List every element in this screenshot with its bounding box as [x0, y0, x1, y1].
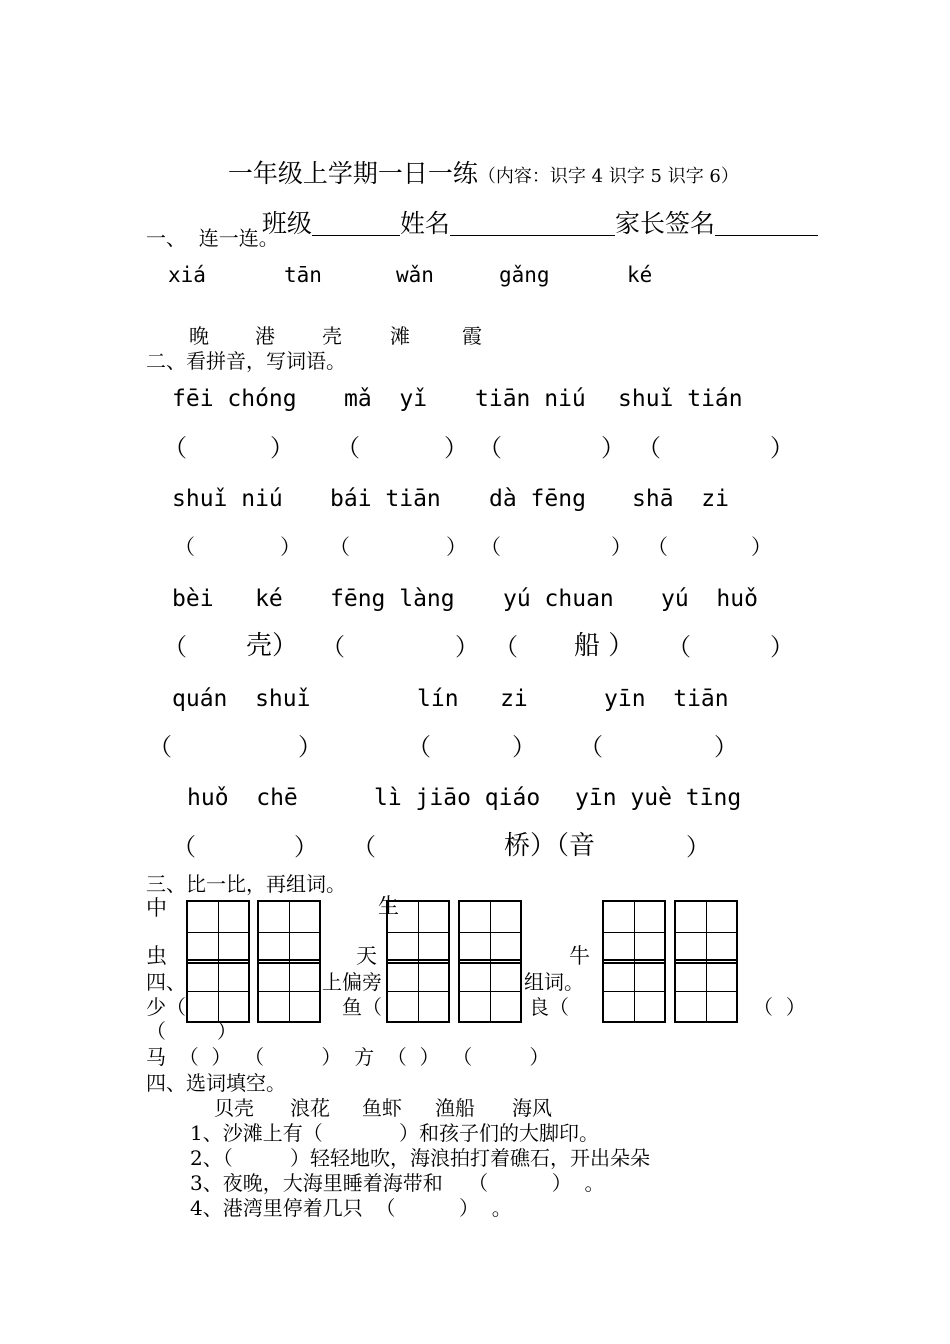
section4a-heading-b: 上偏旁 [322, 970, 382, 994]
character-item[interactable]: 霞 [462, 324, 482, 348]
open-paren: （ [407, 733, 431, 761]
pinyin-word: huǒ chē [187, 785, 298, 811]
writing-grid[interactable] [458, 959, 522, 1023]
open-paren: （ [494, 633, 518, 661]
writing-grid[interactable] [186, 900, 250, 964]
word-prompt: 鱼（ [342, 995, 382, 1019]
compare-char: 生 [378, 894, 399, 918]
section1-heading: 一、 连一连。 [146, 226, 279, 250]
close-paren: ） [298, 733, 322, 761]
word-choice: 海风 [512, 1096, 552, 1120]
pinyin-word: yú chuan [503, 586, 614, 612]
word-prompt-row: 马 （ ） （ ） 方 （ ） （ ） [146, 1045, 550, 1069]
answer-blank[interactable] [350, 637, 455, 661]
section4a-heading-c: 组词。 [524, 970, 584, 994]
writing-grid[interactable] [602, 900, 666, 964]
pinyin-word: yīn yuè tīng [575, 785, 742, 811]
writing-grid[interactable] [386, 959, 450, 1023]
open-paren: （ [637, 434, 661, 462]
pinyin-item[interactable]: ké [627, 263, 653, 287]
writing-grid[interactable] [257, 900, 321, 964]
answer-blank[interactable] [201, 837, 293, 861]
open-paren: （ [329, 535, 350, 559]
close-paren: ） [446, 535, 467, 559]
pinyin-word: lín zi [417, 686, 528, 712]
fill-question[interactable]: 3、夜晚，大海里睡着海带和 （ ） 。 [190, 1171, 605, 1195]
close-paren: ） [444, 434, 468, 462]
writing-grid[interactable] [186, 959, 250, 1023]
close-paren: ） [601, 434, 625, 462]
class-label: 班级 [261, 209, 312, 238]
answer-blank[interactable] [507, 438, 597, 462]
character-item[interactable]: 滩 [390, 324, 410, 348]
class-field[interactable] [312, 215, 400, 236]
hint-character: 壳） [246, 631, 299, 661]
section3-heading: 三、比一比，再组词。 [146, 872, 346, 896]
pinyin-word: shuǐ tián [618, 386, 743, 412]
close-paren: ） [611, 535, 632, 559]
answer-blank[interactable] [199, 538, 279, 560]
title-sub: （内容：识字 4 识字 5 识字 6） [477, 166, 739, 187]
compare-char: 中 [146, 896, 167, 920]
character-item[interactable]: 壳 [322, 324, 342, 348]
fill-question[interactable]: 2、（ ）轻轻地吹，海浪拍打着礁石，开出朵朵 [190, 1146, 650, 1170]
open-paren: （ [163, 633, 187, 661]
writing-grid[interactable] [602, 959, 666, 1023]
open-paren: （ [174, 535, 195, 559]
close-paren: ） [270, 434, 294, 462]
close-paren: ） [294, 833, 318, 861]
open-paren: （ [647, 535, 668, 559]
close-paren: ） [770, 633, 794, 661]
word-prompt: 少（ [146, 995, 186, 1019]
word-choice: 鱼虾 [362, 1096, 402, 1120]
close-paren: ） [714, 733, 738, 761]
open-paren: （ [667, 633, 691, 661]
pinyin-word: bái tiān [330, 486, 441, 512]
answer-blank[interactable] [666, 438, 766, 462]
answer-blank[interactable] [192, 438, 270, 462]
name-field[interactable] [450, 215, 615, 236]
pinyin-word: bèi ké [172, 586, 283, 612]
compare-char: 虫 [146, 944, 167, 968]
writing-grid[interactable] [386, 900, 450, 964]
close-paren: ） [751, 535, 772, 559]
student-info-line [246, 186, 818, 236]
pinyin-item[interactable]: gǎng [499, 263, 550, 287]
close-paren: ） [280, 535, 301, 559]
name-label: 姓名 [399, 209, 450, 238]
close-paren: ） [512, 733, 536, 761]
pinyin-item[interactable]: xiá [168, 263, 206, 287]
close-paren: ） [770, 434, 794, 462]
compare-char: 天 [356, 944, 377, 968]
open-paren: （ [321, 633, 345, 661]
page-title [212, 136, 739, 186]
writing-grid[interactable] [458, 900, 522, 964]
open-paren: （ [352, 833, 376, 861]
fill-question[interactable]: 4、港湾里停着几只 （ ） 。 [190, 1196, 512, 1220]
word-choice: 渔船 [435, 1096, 475, 1120]
answer-blank[interactable] [505, 538, 610, 560]
title-main: 一年级上学期一日一练 [227, 159, 478, 188]
answer-blank[interactable] [672, 538, 750, 560]
pinyin-word: yú huǒ [661, 586, 758, 612]
answer-blank[interactable] [365, 438, 443, 462]
parent-signature-field[interactable] [715, 215, 818, 236]
pinyin-word: fēi chóng [172, 386, 297, 412]
pinyin-item[interactable]: wǎn [396, 263, 434, 287]
pinyin-word: yīn tiān [604, 686, 729, 712]
open-paren: （ [480, 535, 501, 559]
writing-grid[interactable] [257, 959, 321, 1023]
hint-character: 桥）（音 [504, 831, 596, 861]
word-blank[interactable]: （ ） [146, 1019, 237, 1043]
answer-blank[interactable] [177, 737, 297, 761]
open-paren: （ [478, 434, 502, 462]
character-item[interactable]: 港 [255, 324, 275, 348]
word-choice: 贝壳 [214, 1096, 254, 1120]
open-paren: （ [148, 733, 172, 761]
compare-char: 牛 [569, 944, 590, 968]
section2-heading: 二、看拼音，写词语。 [146, 349, 346, 373]
pinyin-word: lì jiāo qiáo [374, 785, 541, 811]
answer-blank[interactable] [696, 637, 772, 661]
answer-blank[interactable] [436, 737, 510, 761]
answer-blank[interactable] [608, 737, 708, 761]
writing-grid[interactable] [674, 959, 738, 1023]
pinyin-word: fēng làng [330, 586, 455, 612]
open-paren: （ [172, 833, 196, 861]
pinyin-word: quán shuǐ [172, 686, 311, 712]
word-prompt: 良（ [529, 995, 569, 1019]
parent-signature-label: 家长签名 [614, 209, 715, 238]
word-choice: 浪花 [290, 1096, 330, 1120]
pinyin-word: dà fēng [489, 486, 586, 512]
open-paren: （ [163, 434, 187, 462]
hint-character: 船 ） [574, 631, 635, 661]
pinyin-word: shuǐ niú [172, 486, 283, 512]
open-paren: （ [336, 434, 360, 462]
fill-question[interactable]: 1、沙滩上有（ ）和孩子们的大脚印。 [190, 1121, 600, 1145]
writing-grid[interactable] [674, 900, 738, 964]
pinyin-word: tiān niú [475, 386, 586, 412]
section4a-heading-a: 四、 [146, 970, 186, 994]
close-paren: ） [686, 833, 710, 861]
word-prompt[interactable]: （ ） [753, 995, 806, 1019]
section4b-heading: 四、选词填空。 [146, 1071, 286, 1095]
close-paren: ） [455, 633, 479, 661]
answer-blank[interactable] [354, 538, 444, 560]
character-item[interactable]: 晚 [189, 324, 209, 348]
open-paren: （ [579, 733, 603, 761]
pinyin-word: mǎ yǐ [344, 386, 428, 412]
pinyin-word: shā zi [632, 486, 729, 512]
pinyin-item[interactable]: tān [284, 263, 322, 287]
